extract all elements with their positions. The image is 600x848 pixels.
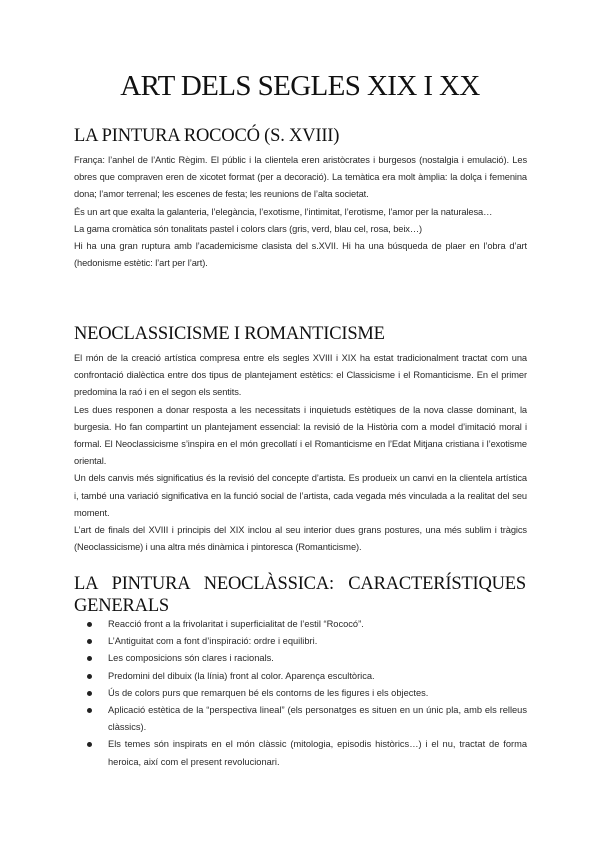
characteristics-list — [74, 616, 527, 771]
heading-word: GENERALS — [74, 596, 170, 616]
heading-word: CARACTERÍSTIQUES — [348, 574, 526, 594]
paragraph: Les dues responen a donar resposta a les necessitats i inquietuds estètiques de la nova classe dominant, la burgesia. Ho fan compartint un plantejament essencial: la revisió de la Història com a model d’imitació moral i formal. El Neoclassicisme s’inspira en el món grecollatí i el Romanticisme en l’Edat Mitjana cristiana i l’exotisme oriental. — [74, 404, 527, 467]
bullet-icon — [87, 742, 92, 747]
paragraph: El món de la creació artística compresa entre els segles XVIII i XIX ha estat tradicionalment tractat com una confrontació dialèctica entre dos tipus de plantejament estètics: el Classicisme i el Romanticisme. En el primer predomina la raó i en el segon els sentits. — [74, 353, 527, 398]
list-item-text: Les composicions són clares i racionals. — [108, 653, 274, 664]
bullet-icon — [87, 656, 92, 661]
list-item-text: Ús de colors purs que remarquen bé els contorns de les figures i els objectes. — [108, 687, 429, 698]
heading-word: LA — [74, 574, 98, 594]
list-item-text: Aplicació estètica de la “perspectiva lineal” (els personatges es situen en un únic pla, amb els relleus clàssics). — [108, 705, 527, 733]
list-item — [74, 668, 527, 685]
list-item-text: Predomini del dibuix (la línia) front al color. Aparença escultòrica. — [108, 670, 375, 681]
bullet-icon — [87, 639, 92, 644]
list-item — [74, 650, 527, 667]
list-item-text: Els temes són inspirats en el món clàssic (mitologia, episodis històrics…) i el nu, tractat de forma heroica, així com el present revolucionari. — [108, 739, 527, 767]
heading-word: NEOCLÀSSICA: — [203, 574, 334, 594]
list-item — [74, 736, 527, 770]
list-item — [74, 702, 527, 736]
list-item — [74, 633, 527, 650]
page-title: ART DELS SEGLES XIX I XX — [120, 70, 480, 102]
list-item — [74, 616, 527, 633]
bullet-icon — [87, 708, 92, 713]
section-heading-rococo: LA PINTURA ROCOCÓ (S. XVIII) — [74, 126, 340, 146]
bullet-icon — [87, 691, 92, 696]
section-heading-pintura-neoclassica — [74, 573, 526, 617]
list-item — [74, 685, 527, 702]
section-body-rococo — [74, 152, 527, 272]
bullet-icon — [87, 674, 92, 679]
list-item-text: Reacció front a la frivolaritat i superficialitat de l’estil “Rococó”. — [108, 619, 364, 629]
bullet-icon — [87, 622, 92, 627]
section-heading-neoclassicisme: NEOCLASSICISME I ROMANTICISME — [74, 324, 385, 344]
paragraph: Un dels canvis més significatius és la revisió del concepte d’artista. Es produeix un canvi en la clientela artística i, també una variació significativa en la funció social de l’artista, cada vegada més vinculada a la realitat del seu moment. — [74, 473, 527, 518]
paragraph: La gama cromàtica són tonalitats pastel i colors clars (gris, verd, blau cel, rosa, beix…) — [74, 223, 423, 234]
list-item-text: L’Antiguitat com a font d’inspiració: ordre i equilibri. — [108, 636, 318, 647]
paragraph: És un art que exalta la galanteria, l’elegància, l’exotisme, l’intimitat, l’erotisme, l’amor per la naturalesa… — [74, 206, 493, 217]
paragraph: L’art de finals del XVIII i principis del XIX inclou al seu interior dues grans postures, una més sublim i tràgics (Neoclassicisme) i una altra més dinàmica i pintoresca (Romanticisme). — [74, 525, 527, 553]
paragraph: França: l’anhel de l’Antic Règim. El públic i la clientela eren aristòcrates i burgesos (nostalgia i emulació). Les obres que compraven eren de xicotet format (per a decoració). La temàtica era molt àmplia: la dolça i femenina dona; l’amor terrenal; les escenes de festa; les reunions de l’alta societat. — [74, 155, 527, 200]
paragraph: Hi ha una gran ruptura amb l’academicisme clasista del s.XVII. Hi ha una búsqueda de plaer en l’obra d’art (hedonisme estètic: l’art per l’art). — [74, 241, 527, 269]
section-body-neoclassicisme — [74, 350, 527, 556]
heading-word: PINTURA — [111, 574, 190, 594]
